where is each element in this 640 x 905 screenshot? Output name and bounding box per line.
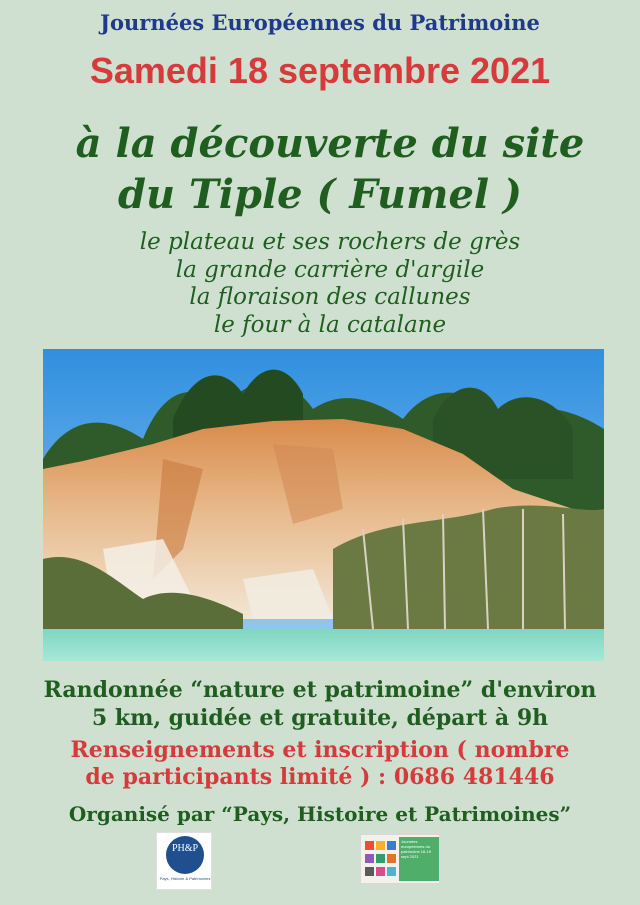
php-logo-mark: PH&P — [166, 836, 204, 874]
poster-title-line-1: à la découverte du site — [75, 120, 585, 167]
highlight-item: le four à la catalane — [213, 312, 447, 338]
jep-logo — [360, 834, 440, 884]
hike-description-line-1: Randonnée “nature et patrimoine” d'environ — [43, 677, 597, 703]
php-logo-caption: Pays, Histoire & Patrimoines — [159, 876, 211, 881]
organizer-line: Organisé par “Pays, Histoire et Patrimoines” — [68, 802, 572, 826]
jep-logo-caption: Journées européennes du patrimoine 18-19 sept 2021 — [401, 839, 432, 859]
site-photo — [43, 349, 604, 661]
highlight-item: la floraison des callunes — [189, 284, 471, 310]
highlight-item: la grande carrière d'argile — [175, 257, 485, 283]
contact-info-line-1: Renseignements et inscription ( nombre — [70, 737, 570, 763]
contact-info-line-2: de participants limité ) : 0686 481446 — [85, 764, 555, 790]
event-name: Journées Européennes du Patrimoine — [100, 10, 540, 35]
poster-title-line-2: du Tiple ( Fumel ) — [118, 171, 522, 218]
php-logo — [156, 832, 212, 890]
hike-description-line-2: 5 km, guidée et gratuite, départ à 9h — [91, 705, 549, 731]
event-date: Samedi 18 septembre 2021 — [89, 50, 551, 91]
highlight-item: le plateau et ses rochers de grès — [139, 229, 521, 255]
